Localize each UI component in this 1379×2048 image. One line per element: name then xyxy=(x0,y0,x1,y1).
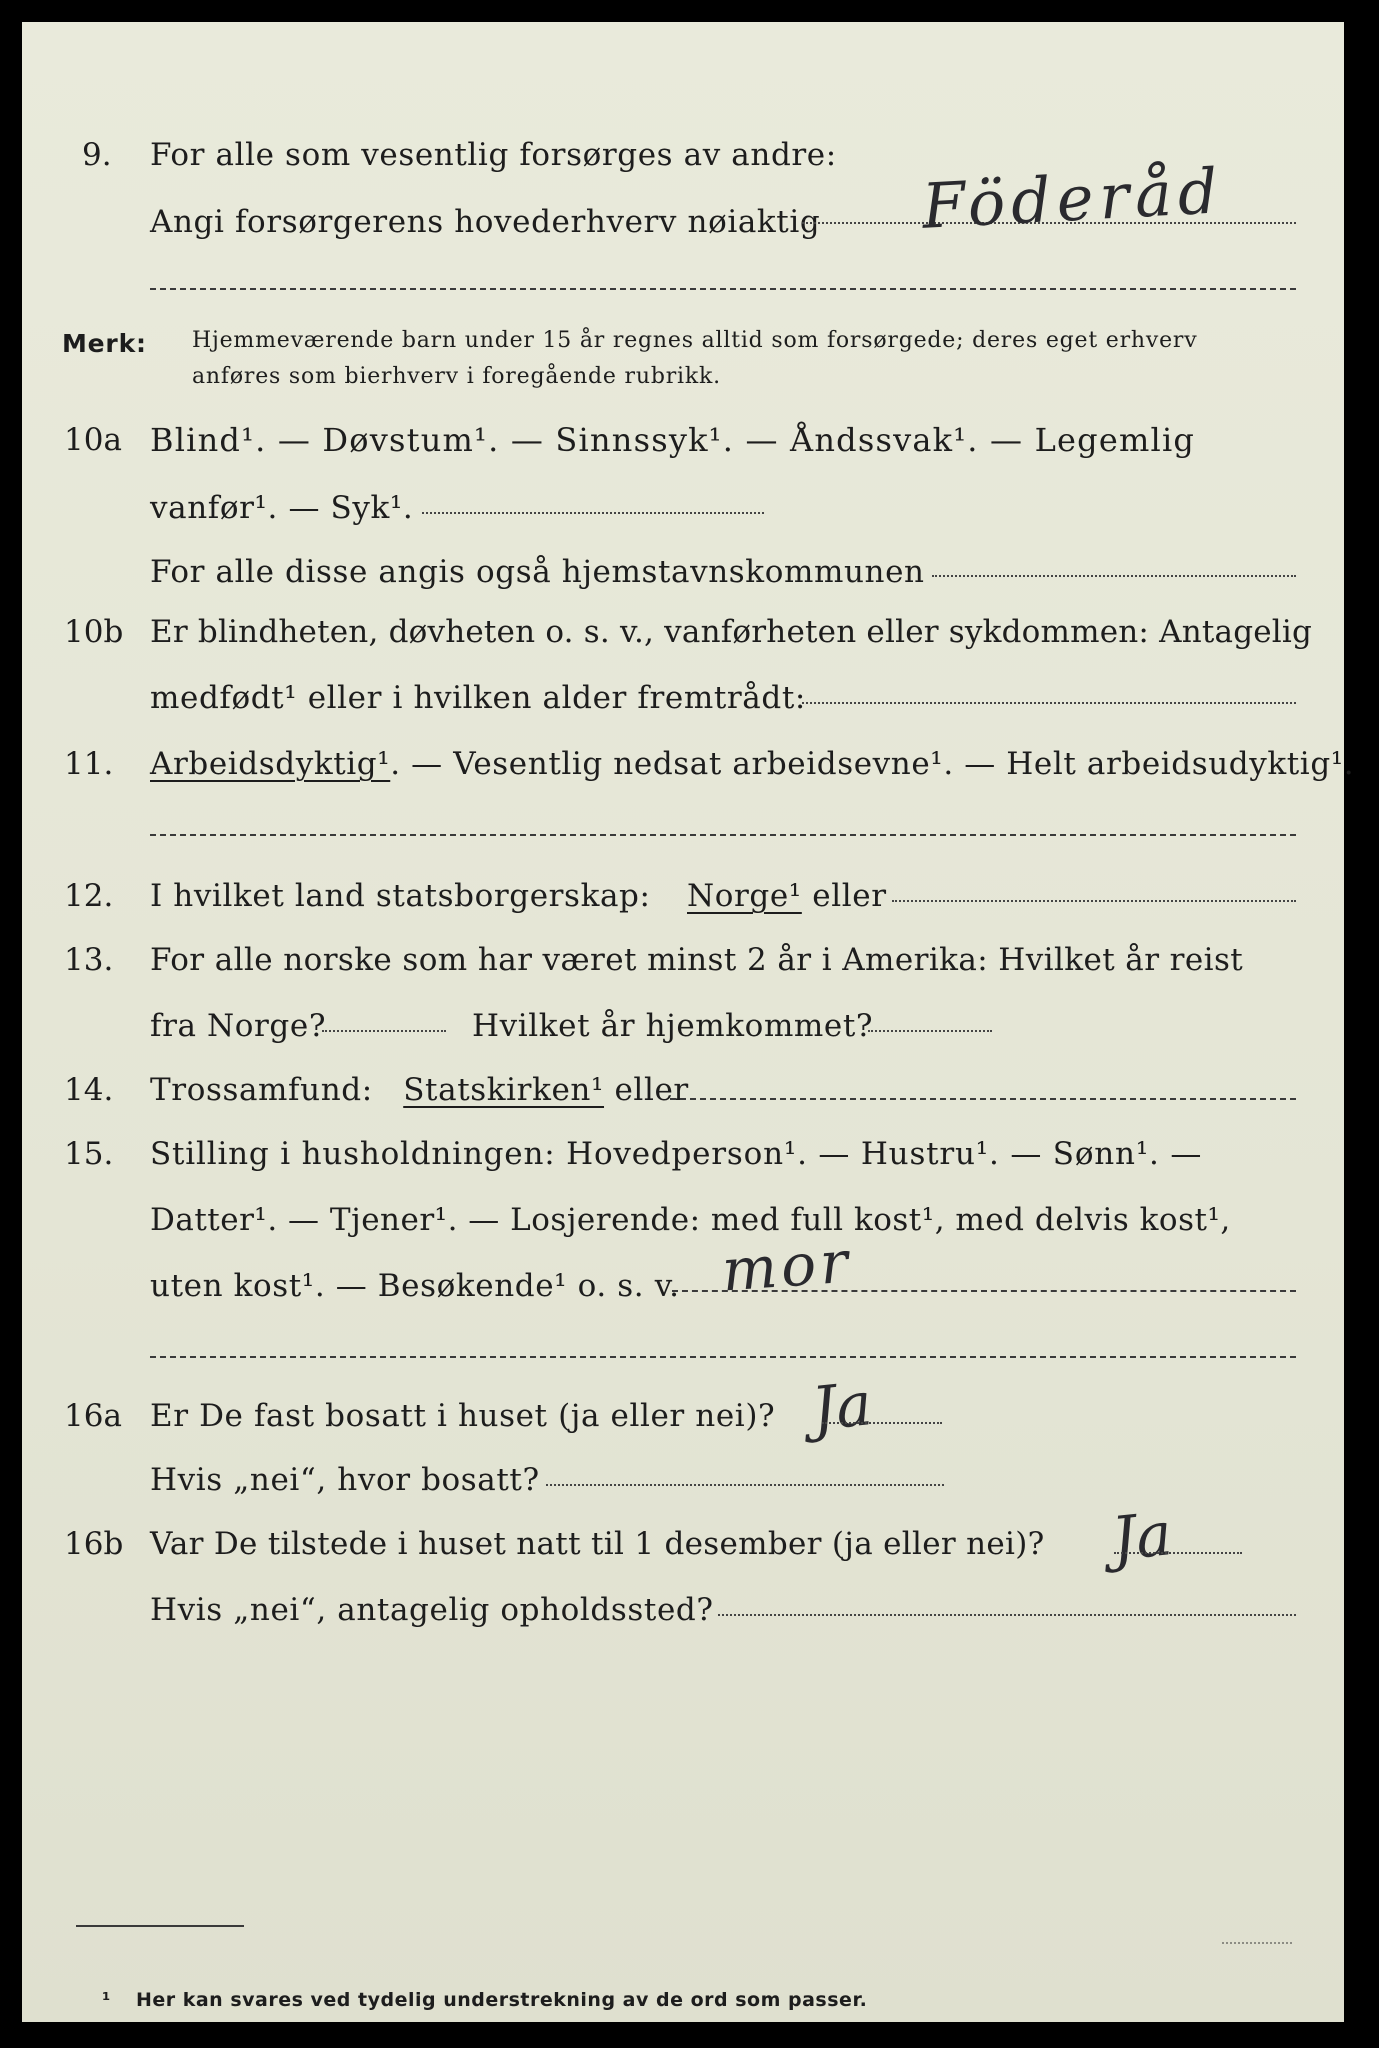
census-form-page xyxy=(22,22,1355,2022)
q10a-number: 10a xyxy=(64,422,122,458)
q14-answer-line xyxy=(670,1098,1296,1100)
q16a-line1: Er De fast bosatt i huset (ja eller nei)? xyxy=(150,1398,776,1434)
merk-line1: Hjemmeværende barn under 15 år regnes alltid som forsørgede; deres eget erhverv xyxy=(192,328,1198,353)
q14-number: 14. xyxy=(64,1072,114,1108)
q12-line xyxy=(150,876,887,916)
q9-number: 9. xyxy=(82,137,112,173)
q14-option-statskirken[interactable]: Statskirken¹ xyxy=(403,1072,605,1108)
q14-line xyxy=(150,1070,689,1110)
q15-handwritten-answer: mor xyxy=(719,1227,854,1305)
q10a-line3: For alle disse angis også hjemstavnskommunen xyxy=(150,554,925,590)
q16a-answer-line xyxy=(822,1422,942,1424)
q14-question: Trossamfund: xyxy=(150,1072,373,1108)
footnote-line xyxy=(102,1980,867,2020)
q13-part1: fra Norge? xyxy=(150,1008,327,1044)
q11-number: 11. xyxy=(64,746,114,782)
q11-options xyxy=(150,744,1354,784)
footnote-faint-mark xyxy=(1222,1942,1292,1944)
q16b-number: 16b xyxy=(64,1526,124,1562)
q9-line2: Angi forsørgerens hovederhverv nøiaktig xyxy=(150,204,821,240)
q13-line1: For alle norske som har været minst 2 år i Amerika: Hvilket år reist xyxy=(150,942,1244,978)
q16b-handwritten-answer: Ja xyxy=(1108,1499,1176,1575)
q12-answer-line xyxy=(892,900,1296,902)
footnote-text: Her kan svares ved tydelig understrekning av de ord som passer. xyxy=(135,1989,868,2011)
q9-line1: For alle som vesentlig forsørges av andre: xyxy=(150,137,837,173)
q10a-line2: vanfør¹. — Syk¹. xyxy=(150,490,414,526)
q10b-line1: Er blindheten, døvheten o. s. v., vanførheten eller sykdommen: Antagelig xyxy=(150,614,1313,650)
footnote-rule xyxy=(76,1925,244,1927)
footnote-mark: ¹ xyxy=(102,1989,111,2011)
q16a-bosatt-line xyxy=(546,1484,944,1486)
q16b-line1: Var De tilstede i huset natt til 1 desember (ja eller nei)? xyxy=(150,1526,1045,1562)
q10a-line1: Blind¹. — Døvstum¹. — Sinnssyk¹. — Åndssvak¹. — Legemlig xyxy=(150,421,1196,459)
q10a-kommune-line xyxy=(932,575,1296,577)
q13-reist-line xyxy=(322,1030,446,1032)
q15-blank-line xyxy=(150,1356,1296,1358)
q13-number: 13. xyxy=(64,942,114,978)
q12-question: I hvilket land statsborgerskap: xyxy=(150,878,651,914)
q10b-line2: medfødt¹ eller i hvilken alder fremtrådt: xyxy=(150,680,806,716)
q16b-line2: Hvis „nei“, antagelig opholdssted? xyxy=(150,1592,714,1628)
q13-part2: Hvilket år hjemkommet? xyxy=(472,1008,874,1044)
q10b-answer-line xyxy=(802,702,1296,704)
q16b-answer-line xyxy=(1114,1552,1242,1554)
q15-line1: Stilling i husholdningen: Hovedperson¹. — Hustru¹. — Sønn¹. — xyxy=(150,1136,1203,1172)
q15-line3: uten kost¹. — Besøkende¹ o. s. v. xyxy=(150,1268,680,1304)
q16a-handwritten-answer: Ja xyxy=(808,1369,876,1445)
q16a-number: 16a xyxy=(64,1398,122,1434)
merk-line2: anføres som bierhverv i foregående rubrikk. xyxy=(192,364,721,389)
q9-blank-line xyxy=(150,288,1296,290)
q12-number: 12. xyxy=(64,878,114,914)
q11-other-options: . — Vesentlig nedsat arbeidsevne¹. — Helt arbeidsudyktig¹. xyxy=(390,746,1355,782)
q16a-line2: Hvis „nei“, hvor bosatt? xyxy=(150,1462,540,1498)
q13-hjemkommet-line xyxy=(868,1030,992,1032)
merk-label: Merk: xyxy=(62,329,147,358)
q12-eller: eller xyxy=(812,878,887,914)
q15-number: 15. xyxy=(64,1136,114,1172)
q12-option-norge[interactable]: Norge¹ xyxy=(687,878,802,914)
q15-line2: Datter¹. — Tjener¹. — Losjerende: med full kost¹, med delvis kost¹, xyxy=(150,1202,1231,1238)
q11-option-arbeidsdyktig[interactable]: Arbeidsdyktig¹ xyxy=(150,746,391,782)
q9-handwritten-answer: Föderåd xyxy=(920,154,1226,243)
q10b-number: 10b xyxy=(64,614,124,650)
q10a-syk-line xyxy=(422,512,764,514)
q16b-opholdssted-line xyxy=(718,1614,1296,1616)
q14-eller: eller xyxy=(614,1072,689,1108)
q11-blank-line xyxy=(150,834,1296,836)
